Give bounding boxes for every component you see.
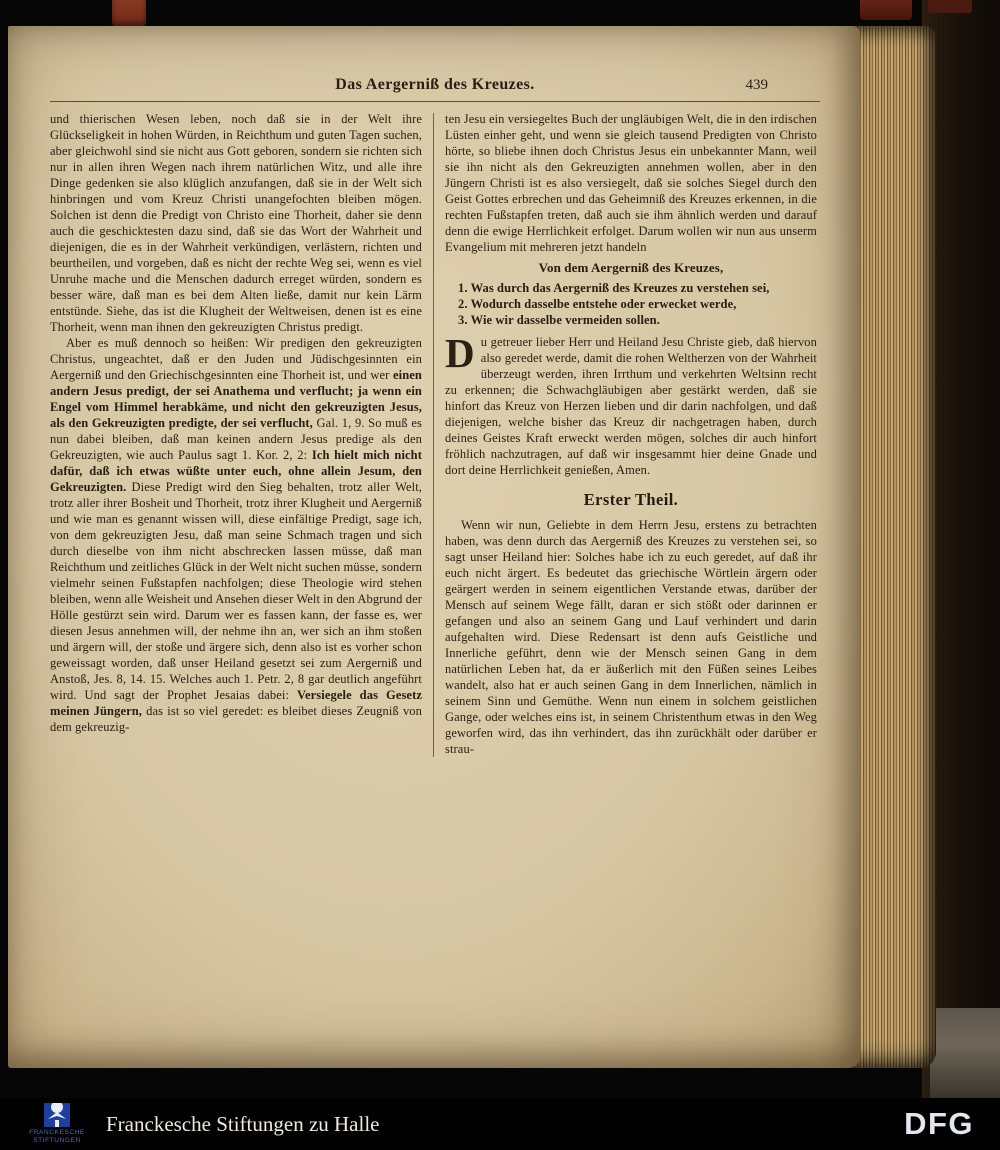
paragraph	[445, 517, 817, 757]
header-rule	[50, 101, 820, 102]
paragraph	[445, 111, 817, 255]
book-page	[8, 26, 860, 1068]
book-headband-right	[860, 0, 912, 20]
column-divider-rule	[433, 113, 434, 757]
two-column-text	[50, 111, 820, 757]
logo-caption-line1: FRANCKESCHE	[29, 1128, 85, 1136]
running-title: Das Aergerniß des Kreuzes.	[335, 76, 535, 93]
franckesche-logo-icon	[44, 1103, 70, 1127]
text-segment: das ist so viel geredet: es bleibet dieses Zeugniß von dem gekreuzig-	[50, 704, 422, 734]
emphasized-text-segment: Ich hielt mich nicht dafür, daß ich etwas wüßte unter euch, ohne allein Jesum, den Gekreuzigten.	[50, 448, 422, 494]
text-segment: Wenn wir nun, Geliebte in dem Herrn Jesu, erstens zu betrachten haben, was denn durch das Aergerniß des Kreuzes zu verstehen sei, so sagt unser Heiland hier: Solches habe ich zu euch geredet, auf daß ihr euch nicht ärgert. Es bedeutet das griechische Wörtlein ärgern oder geärgert werden in seinem eigentlichen Verstande etwas, darüber der Mensch auf seinem Wege fällt, daran er sich stößt oder darinnen er gefangen und also an seinem Gang und Lauf verhindert und darin aufgehalten wird. Diese Redensart ist denn aufs Geistliche und Innerliche geführt, denn wie der Mensch seinen Gang in dem natürlichen Leben hat, da er äußerlich mit den Füßen seines Leibes wandelt, also hat er auch seinen Gang in dem Innerlichen, nämlich in seinem Sinn und Gemüthe. Wenn nun einem in solchem geistlichen Gange, oder welches eins ist, in seinem Christenthum etwas in den Weg geworfen wird, das ihn verhindert, das ihn zurückhält oder darüber er strau-	[445, 518, 817, 757]
text-segment: u getreuer lieber Herr und Heiland Jesu Christe gieb, daß hiervon also geredet werde, damit die rohen Weltherzen von der Wahrheit überzeugt werden, ihren Irrthum und verkehrten Weltsinn recht zu erkennen; die Schwachgläubigen aber gestärkt werden, daß sie hinfort das Kreuz von Herzen lieben und dir darin nachfolgen, und daß diejenigen, welche bisher das Kreuz dir nachgetragen haben, durch deines Geistes Kraft erweckt werden mögen, solches dir auch hinfort fröhlich nachzutragen, auf daß wir insgesammt hier deine Gnade und dort deine Herrlichkeit genießen, Amen.	[445, 335, 817, 478]
logo-caption-line2: STIFTUNGEN	[33, 1137, 81, 1144]
emphasized-text-segment: einen andern Jesus predigt, der sei Anathema und verflucht; ja wenn ein Engel vom Himmel herabkäme, und nicht den gekreuzigten Jesus, als den Gekreuzigten predigte, der sei verflucht,	[50, 368, 422, 430]
section-heading: Von dem Aergerniß des Kreuzes,	[538, 260, 724, 275]
paragraph	[50, 335, 422, 735]
footer-institution-name: Franckesche Stiftungen zu Halle	[106, 1111, 380, 1136]
text-segment: Aber es muß dennoch so heißen: Wir predigen den gekreuzigten Christus, ungeachtet, daß er den Juden und Jüdischgesinnten ein Aergerniß und den Griechischgesinnten eine Thorheit ist, und wer	[50, 336, 422, 382]
text-column-left	[50, 111, 422, 757]
text-column-right	[445, 111, 817, 757]
digitization-footer-bar	[0, 1098, 1000, 1150]
book-spine-top	[928, 0, 972, 13]
text-segment: Gal. 1, 9. So muß es nun dabei bleiben, daß man keinen andern Jesus predige als den Gekreuzigten, wie auch Paulus sagt 1. Kor. 2, 2:	[50, 416, 422, 462]
text-segment: ten Jesu ein versiegeltes Buch der ungläubigen Welt, die in den irdischen Lüsten einher geht, und wenn sie gleich tausend Predigten von Christo hörte, so bliebe ihnen doch Christus Jesus ein unbekannter Mann, weil sie ihn nicht als den Gekreuzigten annehmen wollen, aber in den Jüngern Christi ist es also versiegelt, daß sie solches Siegel durch den Geist Gottes erbrechen und das Geheimniß des Kreuzes erkennen, in die rechten Fußstapfen treten, daß auch sie ihm ähnlich werden und darauf denn die ewige Herrlichkeit erfolget. Darum wollen wir nun aus unserm Evangelium mit mehreren jetzt handeln	[445, 112, 817, 254]
paragraph	[445, 330, 817, 478]
numbered-list	[445, 280, 817, 329]
emphasized-text-segment: Versiegele das Gesetz meinen Jüngern,	[50, 688, 422, 718]
franckesche-stiftungen-logo	[14, 1103, 100, 1146]
book-cover-cloth	[930, 1008, 1000, 1098]
list-item: 2. Wodurch dasselbe entstehe oder erwecket werde,	[458, 296, 737, 311]
text-segment: Diese Predigt wird den Sieg behalten, trotz aller Welt, trotz aller ihrer Bosheit und Thorheit, trotz ihrer Klugheit und Aergerniß und wie man es genannt wissen will, diese einfältige Predigt, sage ich, von dem gekreuzigten Jesu, daß man seine Schmach tragen und sich durch dieselbe von ihm nicht abschrecken lassen müsse, daß man Reichthum und zeitliches Glück in der Welt nicht suchen müsse, sondern vielmehr seinen Fußstapfen nachfolgen; diese Theologie wird stehen bleiben, wenn alle Weisheit und Ansehen dieser Welt in den Abgrund der Hölle gestürzt sein wird. Darum wer es fassen kann, der fasse es, wer diesen Jesus annehmen will, der nehme ihn an, wer sich an ihm stoßen und ärgern will, der stoße und ärgere sich, denn also ist es vorher schon geweissagt worden, daß unser Heiland gesetzt sei zum Aergerniß und Anstoß, Jes. 8, 14. 15. Welches auch 1. Petr. 2, 8 gar deutlich angeführt wird. Und sagt der Prophet Jesaias dabei:	[50, 480, 423, 702]
franckesche-logo-caption	[29, 1129, 85, 1146]
paragraph	[50, 111, 422, 335]
page-number: 439	[745, 77, 768, 93]
drop-cap-initial: D	[445, 330, 475, 377]
book-headband-left	[112, 0, 146, 27]
list-item: 3. Wie wir dasselbe vermeiden sollen.	[458, 313, 660, 328]
text-segment: und thierischen Wesen leben, noch daß sie in der Welt ihre Glückseligkeit in hohen Würden, in Reichthum und guten Tagen suchen, aber gleichwohl sind sie nicht aus Gott geboren, sondern sie richten sich nur in allen ihren Wegen nach ihrem natürlichen Witz, und alle ihre Dinge gedenken sie also klüglich anzufangen, daß sie in der Welt sich hinbringen und vom Kreuz Christi unangefochten bleiben mögen. Solchen ist denn die Predigt von Christo eine Thorheit, daher sie denn auch die geschicktesten dazu sind, daß sie das Wort der Wahrheit und diejenigen, die es in der Wahrheit verkündigen, verlästern, richten und beurtheilen, und vorgeben, daß es nicht der rechte Weg sei, wenn es viel Unruhe mache und die Menschen dadurch erreget würden, sondern es besser wäre, daß man es bei dem Alten ließe, damit nur kein Lärm entstünde. Siehe, das ist die Klugheit der Weltweisen, denen ist es eine Thorheit, wenn man ihnen den gekreuzigten Christus predigt.	[50, 112, 422, 334]
page-header	[50, 76, 820, 98]
list-item: 1. Was durch das Aergerniß des Kreuzes zu verstehen sei,	[458, 280, 770, 295]
page-text-block	[50, 76, 820, 1044]
section-heading: Erster Theil.	[583, 490, 679, 510]
dfg-logo: DFG	[904, 1106, 974, 1141]
